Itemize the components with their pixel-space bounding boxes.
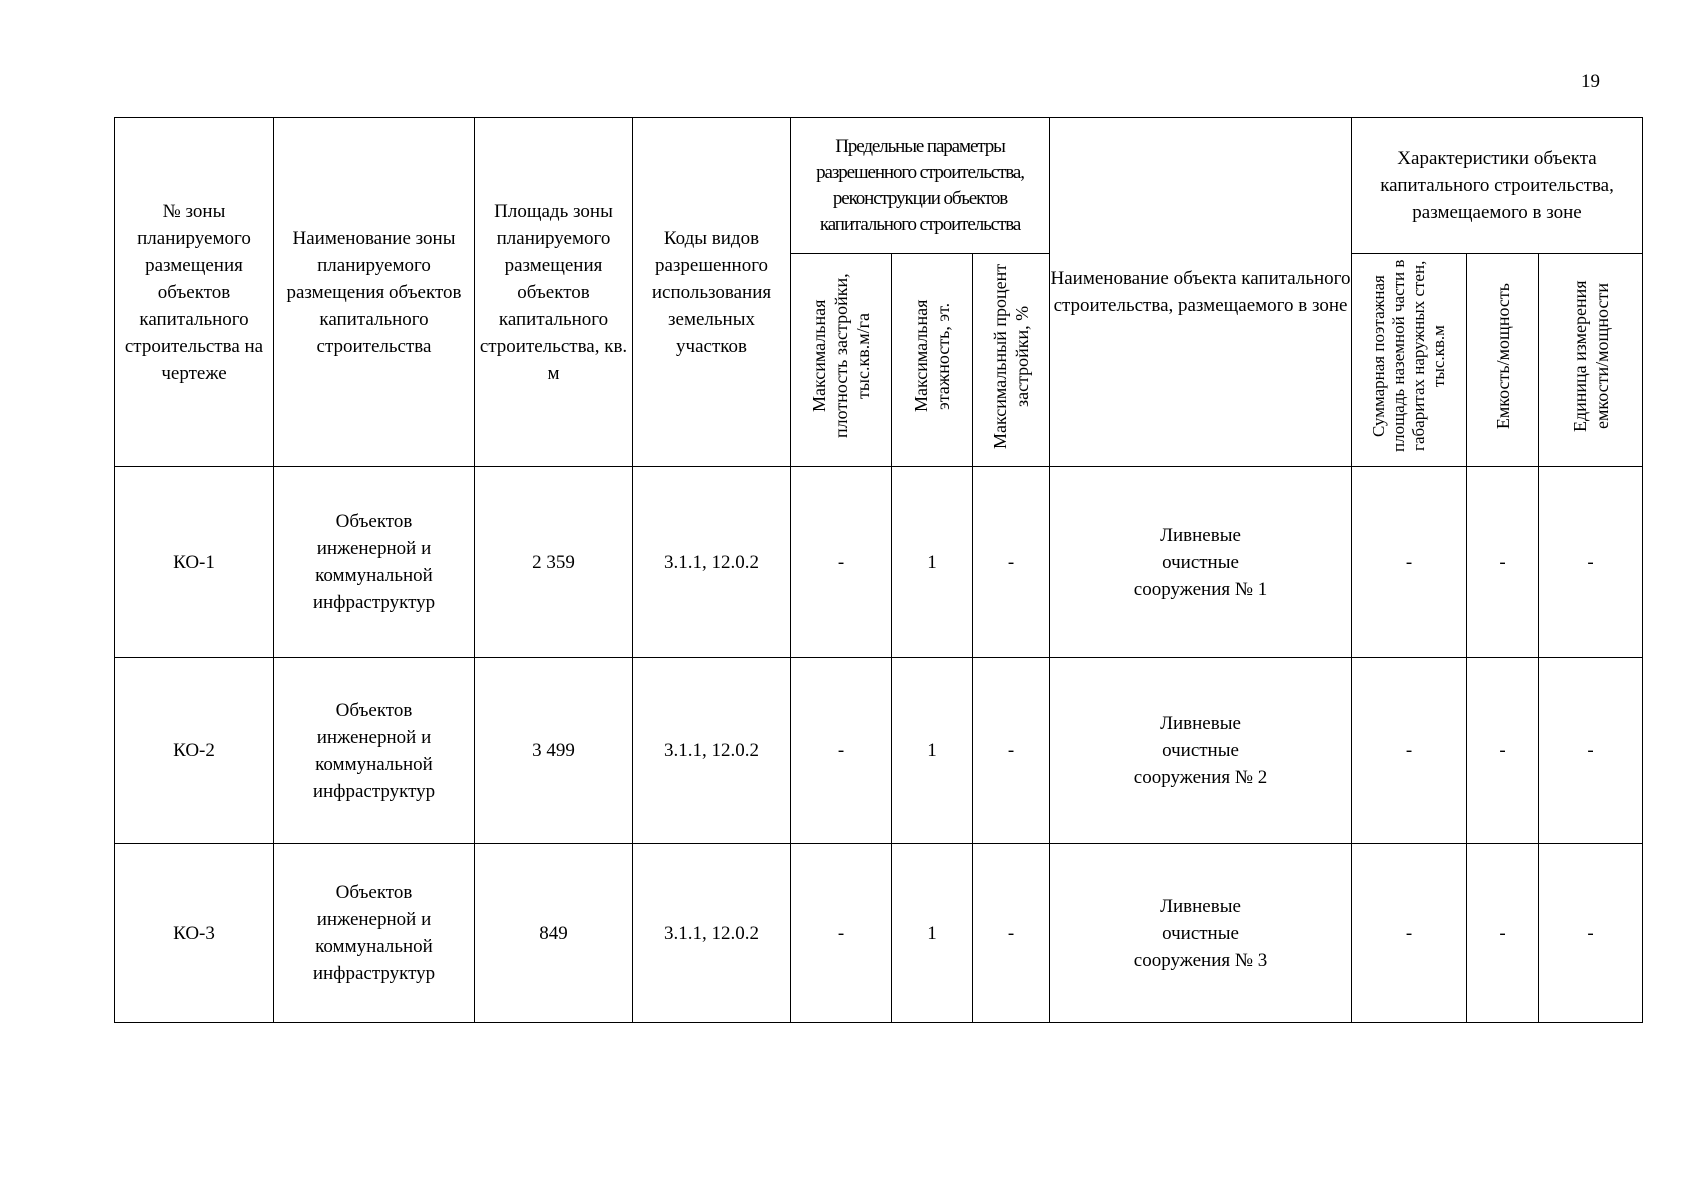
cell-max-density: -: [791, 467, 892, 658]
header-total-floor-area-cell: [1352, 254, 1467, 467]
cell-area: 3 499: [475, 658, 633, 844]
cell-zone-name: [274, 658, 475, 844]
cell-codes: 3.1.1, 12.0.2: [633, 658, 791, 844]
cell-capacity: -: [1467, 844, 1539, 1023]
object-name-text: Ливневые очистные сооружения № 2: [1133, 713, 1268, 788]
header-limit-params: Предельные параметры разрешенного строительства, реконструкции объектов капитального строительства: [791, 118, 1050, 254]
cell-codes: 3.1.1, 12.0.2: [633, 844, 791, 1023]
cell-max-coverage: -: [973, 658, 1050, 844]
header-max-coverage: Максимальный процент застройки, %: [990, 263, 1032, 449]
zone-name-text: Объектов инженерной и коммунальной инфраструктур: [312, 882, 436, 984]
header-object-name: Наименование объекта капитального строительства, размещаемого в зоне: [1050, 118, 1352, 467]
header-land-use-codes: Коды видов разрешенного использования земельных участков: [633, 118, 791, 467]
object-name-text: Ливневые очистные сооружения № 3: [1133, 895, 1268, 971]
table-row: [115, 658, 1643, 844]
cell-codes: 3.1.1, 12.0.2: [633, 467, 791, 658]
header-max-floors-cell: [892, 254, 973, 467]
header-max-coverage-cell: [973, 254, 1050, 467]
table-row: [115, 467, 1643, 658]
cell-zone-no: КО-1: [115, 467, 274, 658]
header-capacity-unit-cell: [1539, 254, 1643, 467]
header-capacity-cell: [1467, 254, 1539, 467]
cell-max-floors: 1: [892, 844, 973, 1023]
cell-zone-name: [274, 467, 475, 658]
cell-object-name: [1050, 658, 1352, 844]
zone-name-text: Объектов инженерной и коммунальной инфраструктур: [312, 511, 436, 613]
page-number: 19: [1581, 71, 1600, 92]
zones-table: [114, 117, 1643, 1023]
cell-capacity: -: [1467, 658, 1539, 844]
cell-total-floor-area: -: [1352, 844, 1467, 1023]
cell-max-coverage: -: [973, 467, 1050, 658]
zone-name-text: Объектов инженерной и коммунальной инфраструктур: [312, 699, 436, 802]
header-capacity-unit: Единица измерения емкости/мощности: [1569, 280, 1612, 432]
cell-area: 849: [475, 844, 633, 1023]
header-max-density-cell: [791, 254, 892, 467]
cell-total-floor-area: -: [1352, 658, 1467, 844]
header-total-floor-area: Суммарная поэтажная площадь наземной части в габаритах наружных стен, тыс.кв.м: [1369, 259, 1449, 453]
cell-capacity-unit: -: [1539, 844, 1643, 1023]
cell-object-name: [1050, 467, 1352, 658]
cell-area: 2 359: [475, 467, 633, 658]
header-capacity: Емкость/мощность: [1492, 282, 1513, 430]
header-max-density: Максимальная плотность застройки, тыс.кв.м/га: [809, 273, 873, 439]
header-max-floors: Максимальная этажность, эт.: [911, 299, 953, 413]
cell-max-floors: 1: [892, 658, 973, 844]
cell-capacity-unit: -: [1539, 658, 1643, 844]
header-object-characteristics: Характеристики объекта капитального строительства, размещаемого в зоне: [1352, 118, 1643, 254]
header-zone-name: Наименование зоны планируемого размещения объектов капитального строительства: [274, 118, 475, 467]
object-name-text: Ливневые очистные сооружения № 1: [1133, 524, 1268, 600]
header-zone-area: Площадь зоны планируемого размещения объектов капитального строительства, кв. м: [475, 118, 633, 467]
cell-capacity-unit: -: [1539, 467, 1643, 658]
cell-max-density: -: [791, 658, 892, 844]
cell-zone-no: КО-2: [115, 658, 274, 844]
cell-zone-no: КО-3: [115, 844, 274, 1023]
header-zone-no: № зоны планируемого размещения объектов капитального строительства на чертеже: [115, 118, 274, 467]
table-row: [115, 844, 1643, 1023]
cell-total-floor-area: -: [1352, 467, 1467, 658]
cell-max-floors: 1: [892, 467, 973, 658]
header-row-top: [115, 118, 1643, 254]
cell-capacity: -: [1467, 467, 1539, 658]
cell-max-density: -: [791, 844, 892, 1023]
cell-max-coverage: -: [973, 844, 1050, 1023]
cell-object-name: [1050, 844, 1352, 1023]
cell-zone-name: [274, 844, 475, 1023]
